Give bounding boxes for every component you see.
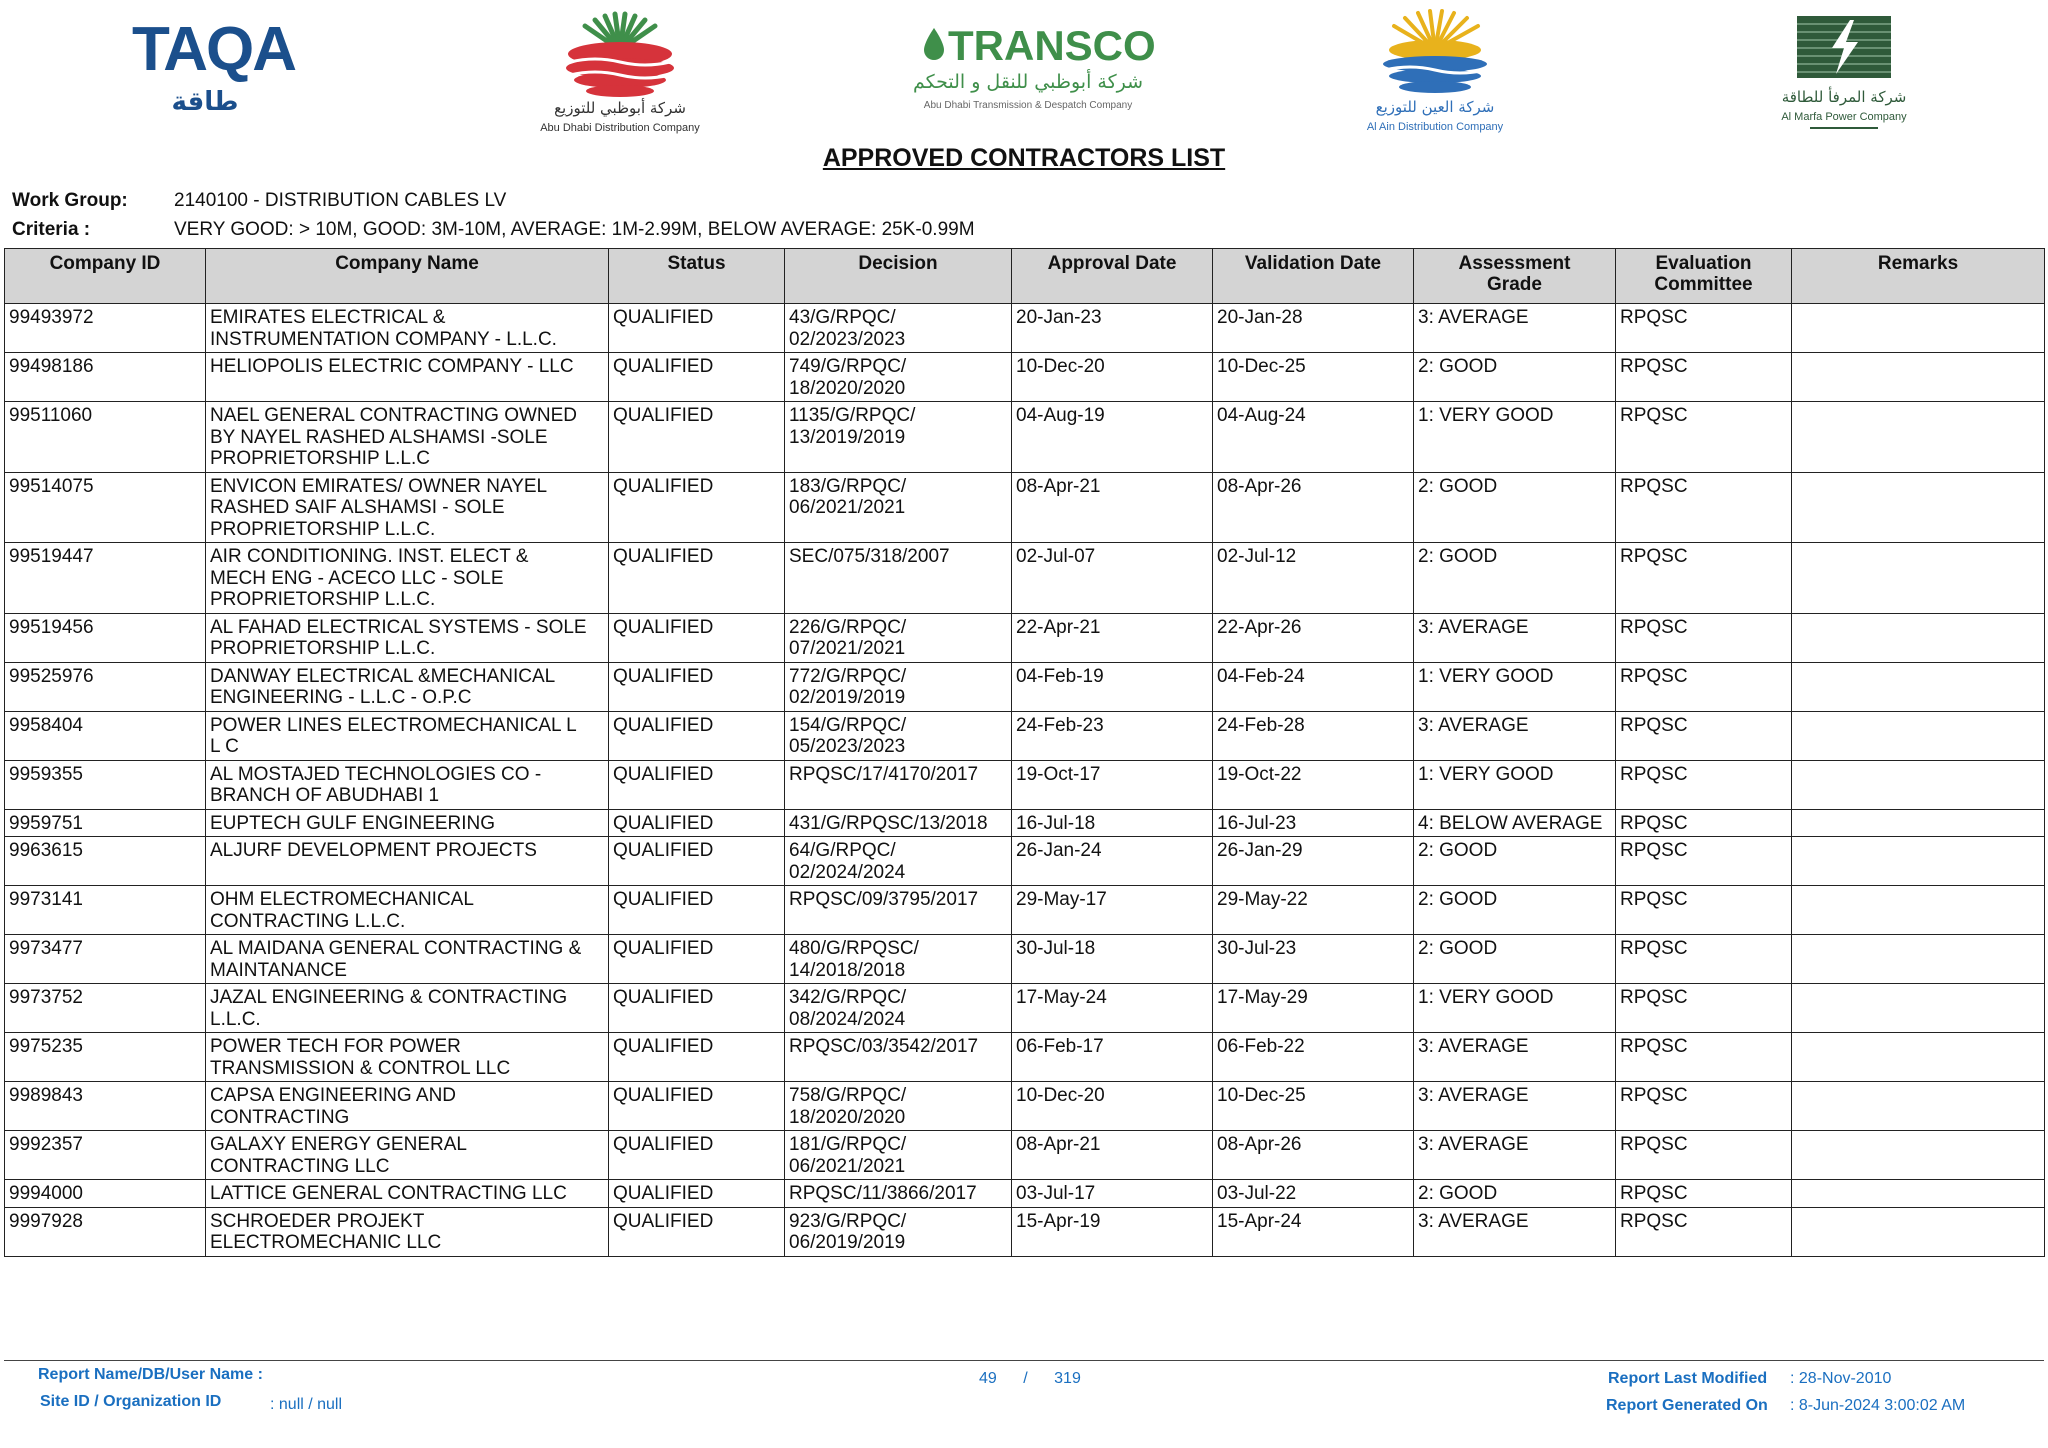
cell-company-name: GALAXY ENERGY GENERAL CONTRACTING LLC [206, 1131, 609, 1180]
cell-remarks [1792, 935, 2045, 984]
cell-remarks [1792, 886, 2045, 935]
col-header-decision: Decision [785, 249, 1012, 304]
cell-decision: 1135/G/RPQC/ 13/2019/2019 [785, 402, 1012, 473]
table-row [5, 662, 2045, 711]
cell-validation-date: 10-Dec-25 [1213, 353, 1414, 402]
cell-assessment-grade: 3: AVERAGE [1414, 613, 1616, 662]
cell-assessment-grade: 1: VERY GOOD [1414, 402, 1616, 473]
cell-status: QUALIFIED [609, 662, 785, 711]
cell-approval-date: 10-Dec-20 [1012, 353, 1213, 402]
generated-label: Report Generated On [1606, 1397, 1768, 1414]
table-row [5, 402, 2045, 473]
cell-approval-date: 03-Jul-17 [1012, 1180, 1213, 1208]
report-title: APPROVED CONTRACTORS LIST [822, 144, 1226, 172]
taqa-logo-arabic: طاقة [171, 87, 239, 117]
cell-company-id: 9994000 [5, 1180, 206, 1208]
cell-evaluation-committee: RPQSC [1616, 837, 1792, 886]
cell-evaluation-committee: RPQSC [1616, 760, 1792, 809]
cell-company-id: 99519447 [5, 543, 206, 614]
cell-company-name: POWER LINES ELECTROMECHANICAL L L C [206, 711, 609, 760]
cell-company-id: 9973752 [5, 984, 206, 1033]
table-row [5, 984, 2045, 1033]
cell-evaluation-committee: RPQSC [1616, 1180, 1792, 1208]
cell-validation-date: 02-Jul-12 [1213, 543, 1414, 614]
cell-assessment-grade: 3: AVERAGE [1414, 1131, 1616, 1180]
cell-company-name: OHM ELECTROMECHANICAL CONTRACTING L.L.C. [206, 886, 609, 935]
cell-status: QUALIFIED [609, 837, 785, 886]
cell-decision: 226/G/RPQC/ 07/2021/2021 [785, 613, 1012, 662]
cell-evaluation-committee: RPQSC [1616, 984, 1792, 1033]
cell-company-id: 9973477 [5, 935, 206, 984]
taqa-logo [130, 10, 296, 135]
col-header-approval-date: Approval Date [1012, 249, 1213, 304]
aadc-logo [1330, 10, 1540, 135]
cell-remarks [1792, 472, 2045, 543]
cell-assessment-grade: 3: AVERAGE [1414, 1082, 1616, 1131]
marfa-logo-name: Al Marfa Power Company [1781, 111, 1907, 123]
cell-approval-date: 30-Jul-18 [1012, 935, 1213, 984]
cell-company-id: 99493972 [5, 304, 206, 353]
aadc-logo-name: Al Ain Distribution Company [1366, 121, 1504, 133]
page-total: 319 [1054, 1370, 1081, 1387]
page-separator: / [1023, 1370, 1028, 1387]
cell-remarks [1792, 662, 2045, 711]
cell-status: QUALIFIED [609, 402, 785, 473]
cell-evaluation-committee: RPQSC [1616, 935, 1792, 984]
cell-company-id: 9992357 [5, 1131, 206, 1180]
cell-assessment-grade: 2: GOOD [1414, 837, 1616, 886]
cell-approval-date: 19-Oct-17 [1012, 760, 1213, 809]
cell-company-id: 99514075 [5, 472, 206, 543]
cell-company-id: 9975235 [5, 1033, 206, 1082]
cell-assessment-grade: 3: AVERAGE [1414, 1207, 1616, 1256]
table-row [5, 304, 2045, 353]
addc-logo-name: Abu Dhabi Distribution Company [540, 122, 700, 134]
cell-remarks [1792, 1207, 2045, 1256]
last-modified-label: Report Last Modified [1608, 1370, 1768, 1387]
cell-approval-date: 22-Apr-21 [1012, 613, 1213, 662]
criteria-value: VERY GOOD: > 10M, GOOD: 3M-10M, AVERAGE: 1M-2.99M, BELOW AVERAGE: 25K-0.99M [174, 219, 975, 240]
cell-decision: 923/G/RPQC/ 06/2019/2019 [785, 1207, 1012, 1256]
last-modified-row [1608, 1370, 1767, 1388]
cell-evaluation-committee: RPQSC [1616, 304, 1792, 353]
cell-remarks [1792, 809, 2045, 837]
transco-wordmark: TRANSCO [948, 22, 1156, 69]
cell-company-id: 99498186 [5, 353, 206, 402]
cell-validation-date: 17-May-29 [1213, 984, 1414, 1033]
addc-logo-arabic: شركة أبوظبي للتوزيع [554, 99, 686, 117]
cell-decision: RPQSC/17/4170/2017 [785, 760, 1012, 809]
cell-remarks [1792, 543, 2045, 614]
table-row [5, 809, 2045, 837]
cell-validation-date: 08-Apr-26 [1213, 1131, 1414, 1180]
cell-assessment-grade: 1: VERY GOOD [1414, 760, 1616, 809]
table-row [5, 1180, 2045, 1208]
cell-validation-date: 06-Feb-22 [1213, 1033, 1414, 1082]
cell-decision: 772/G/RPQC/ 02/2019/2019 [785, 662, 1012, 711]
cell-validation-date: 04-Aug-24 [1213, 402, 1414, 473]
footer-divider [4, 1360, 2044, 1361]
cell-decision: RPQSC/03/3542/2017 [785, 1033, 1012, 1082]
table-row [5, 613, 2045, 662]
work-group-label: Work Group: [12, 190, 128, 211]
cell-status: QUALIFIED [609, 1131, 785, 1180]
cell-approval-date: 08-Apr-21 [1012, 1131, 1213, 1180]
transco-subtitle: Abu Dhabi Transmission & Despatch Company [923, 100, 1133, 111]
cell-evaluation-committee: RPQSC [1616, 662, 1792, 711]
cell-status: QUALIFIED [609, 304, 785, 353]
cell-validation-date: 26-Jan-29 [1213, 837, 1414, 886]
table-row [5, 886, 2045, 935]
col-header-company-name: Company Name [206, 249, 609, 304]
cell-assessment-grade: 2: GOOD [1414, 886, 1616, 935]
cell-remarks [1792, 1131, 2045, 1180]
cell-status: QUALIFIED [609, 613, 785, 662]
cell-approval-date: 10-Dec-20 [1012, 1082, 1213, 1131]
cell-evaluation-committee: RPQSC [1616, 1131, 1792, 1180]
cell-remarks [1792, 711, 2045, 760]
table-row [5, 760, 2045, 809]
cell-company-name: EMIRATES ELECTRICAL & INSTRUMENTATION COMPANY - L.L.C. [206, 304, 609, 353]
cell-approval-date: 24-Feb-23 [1012, 711, 1213, 760]
cell-company-name: CAPSA ENGINEERING AND CONTRACTING [206, 1082, 609, 1131]
cell-evaluation-committee: RPQSC [1616, 1207, 1792, 1256]
cell-remarks [1792, 1082, 2045, 1131]
cell-remarks [1792, 613, 2045, 662]
cell-approval-date: 15-Apr-19 [1012, 1207, 1213, 1256]
cell-company-id: 99511060 [5, 402, 206, 473]
cell-company-name: ENVICON EMIRATES/ OWNER NAYEL RASHED SAIF ALSHAMSI - SOLE PROPRIETORSHIP L.L.C. [206, 472, 609, 543]
cell-status: QUALIFIED [609, 886, 785, 935]
taqa-logo-wordmark: TAQA [132, 15, 296, 84]
transco-arabic: شركة أبوظبي للنقل و التحكم [912, 71, 1144, 93]
table-row [5, 1207, 2045, 1256]
cell-validation-date: 03-Jul-22 [1213, 1180, 1414, 1208]
cell-assessment-grade: 2: GOOD [1414, 1180, 1616, 1208]
cell-company-name: EUPTECH GULF ENGINEERING [206, 809, 609, 837]
col-header-company-id: Company ID [5, 249, 206, 304]
marfa-logo [1750, 10, 1930, 135]
marfa-logo-arabic: شركة المرفأ للطاقة [1781, 88, 1907, 106]
cell-company-name: AL MOSTAJED TECHNOLOGIES CO - BRANCH OF ABUDHABI 1 [206, 760, 609, 809]
cell-remarks [1792, 353, 2045, 402]
table-row [5, 1033, 2045, 1082]
cell-evaluation-committee: RPQSC [1616, 809, 1792, 837]
cell-assessment-grade: 2: GOOD [1414, 353, 1616, 402]
table-header-row [5, 249, 2045, 304]
cell-approval-date: 16-Jul-18 [1012, 809, 1213, 837]
cell-assessment-grade: 3: AVERAGE [1414, 711, 1616, 760]
cell-decision: RPQSC/11/3866/2017 [785, 1180, 1012, 1208]
cell-status: QUALIFIED [609, 1082, 785, 1131]
cell-evaluation-committee: RPQSC [1616, 353, 1792, 402]
generated-value: : 8-Jun-2024 3:00:02 AM [1790, 1397, 1966, 1414]
cell-approval-date: 20-Jan-23 [1012, 304, 1213, 353]
cell-status: QUALIFIED [609, 353, 785, 402]
cell-remarks [1792, 402, 2045, 473]
cell-company-name: SCHROEDER PROJEKT ELECTROMECHANIC LLC [206, 1207, 609, 1256]
table-body [5, 304, 2045, 1257]
cell-evaluation-committee: RPQSC [1616, 1033, 1792, 1082]
cell-company-name: DANWAY ELECTRICAL &MECHANICAL ENGINEERING - L.L.C - O.P.C [206, 662, 609, 711]
cell-company-name: ALJURF DEVELOPMENT PROJECTS [206, 837, 609, 886]
cell-company-id: 9973141 [5, 886, 206, 935]
table-row [5, 472, 2045, 543]
cell-approval-date: 04-Feb-19 [1012, 662, 1213, 711]
cell-decision: 749/G/RPQC/ 18/2020/2020 [785, 353, 1012, 402]
col-header-evaluation-committee: Evaluation Committee [1616, 249, 1792, 304]
table-row [5, 353, 2045, 402]
cell-company-name: LATTICE GENERAL CONTRACTING LLC [206, 1180, 609, 1208]
aadc-logo-arabic: شركة العين للتوزيع [1375, 98, 1495, 116]
report-name-label-text: Report Name/DB/User Name : [38, 1366, 263, 1383]
table-row [5, 837, 2045, 886]
cell-approval-date: 02-Jul-07 [1012, 543, 1213, 614]
site-id-label: Site ID / Organization ID [40, 1393, 222, 1410]
cell-assessment-grade: 3: AVERAGE [1414, 304, 1616, 353]
site-id-value: : null / null [270, 1396, 343, 1413]
cell-company-id: 9959751 [5, 809, 206, 837]
cell-company-name: AIR CONDITIONING. INST. ELECT & MECH ENG - ACECO LLC - SOLE PROPRIETORSHIP L.L.C. [206, 543, 609, 614]
table-row [5, 543, 2045, 614]
last-modified-value: : 28-Nov-2010 [1790, 1370, 1892, 1387]
cell-evaluation-committee: RPQSC [1616, 1082, 1792, 1131]
col-header-validation-date: Validation Date [1213, 249, 1414, 304]
cell-status: QUALIFIED [609, 711, 785, 760]
cell-decision: 154/G/RPQC/ 05/2023/2023 [785, 711, 1012, 760]
cell-company-id: 99519456 [5, 613, 206, 662]
cell-approval-date: 08-Apr-21 [1012, 472, 1213, 543]
table-row [5, 1131, 2045, 1180]
cell-decision: RPQSC/09/3795/2017 [785, 886, 1012, 935]
cell-validation-date: 10-Dec-25 [1213, 1082, 1414, 1131]
cell-company-name: AL FAHAD ELECTRICAL SYSTEMS - SOLE PROPRIETORSHIP L.L.C. [206, 613, 609, 662]
col-header-remarks: Remarks [1792, 249, 2045, 304]
cell-decision: 342/G/RPQC/ 08/2024/2024 [785, 984, 1012, 1033]
cell-evaluation-committee: RPQSC [1616, 711, 1792, 760]
cell-company-name: POWER TECH FOR POWER TRANSMISSION & CONTROL LLC [206, 1033, 609, 1082]
cell-company-id: 9958404 [5, 711, 206, 760]
col-header-assessment-grade: Assessment Grade [1414, 249, 1616, 304]
cell-assessment-grade: 1: VERY GOOD [1414, 662, 1616, 711]
cell-validation-date: 15-Apr-24 [1213, 1207, 1414, 1256]
cell-remarks [1792, 760, 2045, 809]
cell-remarks [1792, 984, 2045, 1033]
work-group-value: 2140100 - DISTRIBUTION CABLES LV [174, 190, 507, 211]
cell-evaluation-committee: RPQSC [1616, 402, 1792, 473]
cell-decision: 758/G/RPQC/ 18/2020/2020 [785, 1082, 1012, 1131]
cell-company-id: 9997928 [5, 1207, 206, 1256]
cell-company-id: 9989843 [5, 1082, 206, 1131]
cell-assessment-grade: 2: GOOD [1414, 935, 1616, 984]
cell-evaluation-committee: RPQSC [1616, 543, 1792, 614]
addc-emblem-icon [566, 14, 674, 97]
cell-company-name: HELIOPOLIS ELECTRIC COMPANY - LLC [206, 353, 609, 402]
cell-validation-date: 30-Jul-23 [1213, 935, 1414, 984]
cell-approval-date: 17-May-24 [1012, 984, 1213, 1033]
logo-bar [0, 10, 2048, 135]
cell-status: QUALIFIED [609, 1180, 785, 1208]
cell-company-name: JAZAL ENGINEERING & CONTRACTING L.L.C. [206, 984, 609, 1033]
cell-approval-date: 29-May-17 [1012, 886, 1213, 935]
cell-decision: 64/G/RPQC/ 02/2024/2024 [785, 837, 1012, 886]
criteria-label: Criteria : [12, 219, 91, 240]
cell-remarks [1792, 1180, 2045, 1208]
cell-status: QUALIFIED [609, 543, 785, 614]
transco-logo [912, 10, 1156, 135]
cell-remarks [1792, 304, 2045, 353]
cell-evaluation-committee: RPQSC [1616, 886, 1792, 935]
cell-assessment-grade: 4: BELOW AVERAGE [1414, 809, 1616, 837]
cell-status: QUALIFIED [609, 1033, 785, 1082]
table-row [5, 711, 2045, 760]
cell-decision: 431/G/RPQSC/13/2018 [785, 809, 1012, 837]
cell-company-id: 9959355 [5, 760, 206, 809]
cell-approval-date: 06-Feb-17 [1012, 1033, 1213, 1082]
transco-drop-icon [924, 28, 944, 60]
cell-status: QUALIFIED [609, 935, 785, 984]
cell-validation-date: 08-Apr-26 [1213, 472, 1414, 543]
cell-decision: 480/G/RPQSC/ 14/2018/2018 [785, 935, 1012, 984]
cell-approval-date: 04-Aug-19 [1012, 402, 1213, 473]
cell-decision: 183/G/RPQC/ 06/2021/2021 [785, 472, 1012, 543]
cell-validation-date: 22-Apr-26 [1213, 613, 1414, 662]
aadc-sun-icon [1383, 11, 1487, 93]
cell-status: QUALIFIED [609, 472, 785, 543]
cell-company-id: 99525976 [5, 662, 206, 711]
cell-evaluation-committee: RPQSC [1616, 472, 1792, 543]
cell-assessment-grade: 1: VERY GOOD [1414, 984, 1616, 1033]
cell-approval-date: 26-Jan-24 [1012, 837, 1213, 886]
contractors-table [4, 248, 2045, 1257]
cell-status: QUALIFIED [609, 809, 785, 837]
cell-decision: SEC/075/318/2007 [785, 543, 1012, 614]
cell-validation-date: 29-May-22 [1213, 886, 1414, 935]
cell-status: QUALIFIED [609, 760, 785, 809]
cell-evaluation-committee: RPQSC [1616, 613, 1792, 662]
cell-validation-date: 24-Feb-28 [1213, 711, 1414, 760]
cell-company-name: AL MAIDANA GENERAL CONTRACTING & MAINTANANCE [206, 935, 609, 984]
col-header-status: Status [609, 249, 785, 304]
table-row [5, 1082, 2045, 1131]
cell-status: QUALIFIED [609, 984, 785, 1033]
report-name-label [38, 1366, 263, 1384]
cell-remarks [1792, 837, 2045, 886]
cell-validation-date: 04-Feb-24 [1213, 662, 1414, 711]
cell-assessment-grade: 2: GOOD [1414, 472, 1616, 543]
cell-validation-date: 20-Jan-28 [1213, 304, 1414, 353]
marfa-lightning-icon [1797, 16, 1891, 78]
site-id-row [40, 1393, 221, 1411]
cell-validation-date: 16-Jul-23 [1213, 809, 1414, 837]
cell-status: QUALIFIED [609, 1207, 785, 1256]
cell-validation-date: 19-Oct-22 [1213, 760, 1414, 809]
cell-assessment-grade: 3: AVERAGE [1414, 1033, 1616, 1082]
cell-company-name: NAEL GENERAL CONTRACTING OWNED BY NAYEL RASHED ALSHAMSI -SOLE PROPRIETORSHIP L.L.C [206, 402, 609, 473]
table-row [5, 935, 2045, 984]
pagination [979, 1370, 1081, 1388]
cell-assessment-grade: 2: GOOD [1414, 543, 1616, 614]
page-current: 49 [979, 1370, 997, 1387]
cell-decision: 181/G/RPQC/ 06/2021/2021 [785, 1131, 1012, 1180]
generated-row [1606, 1397, 1768, 1415]
cell-company-id: 9963615 [5, 837, 206, 886]
cell-decision: 43/G/RPQC/ 02/2023/2023 [785, 304, 1012, 353]
addc-logo [515, 10, 725, 135]
cell-remarks [1792, 1033, 2045, 1082]
